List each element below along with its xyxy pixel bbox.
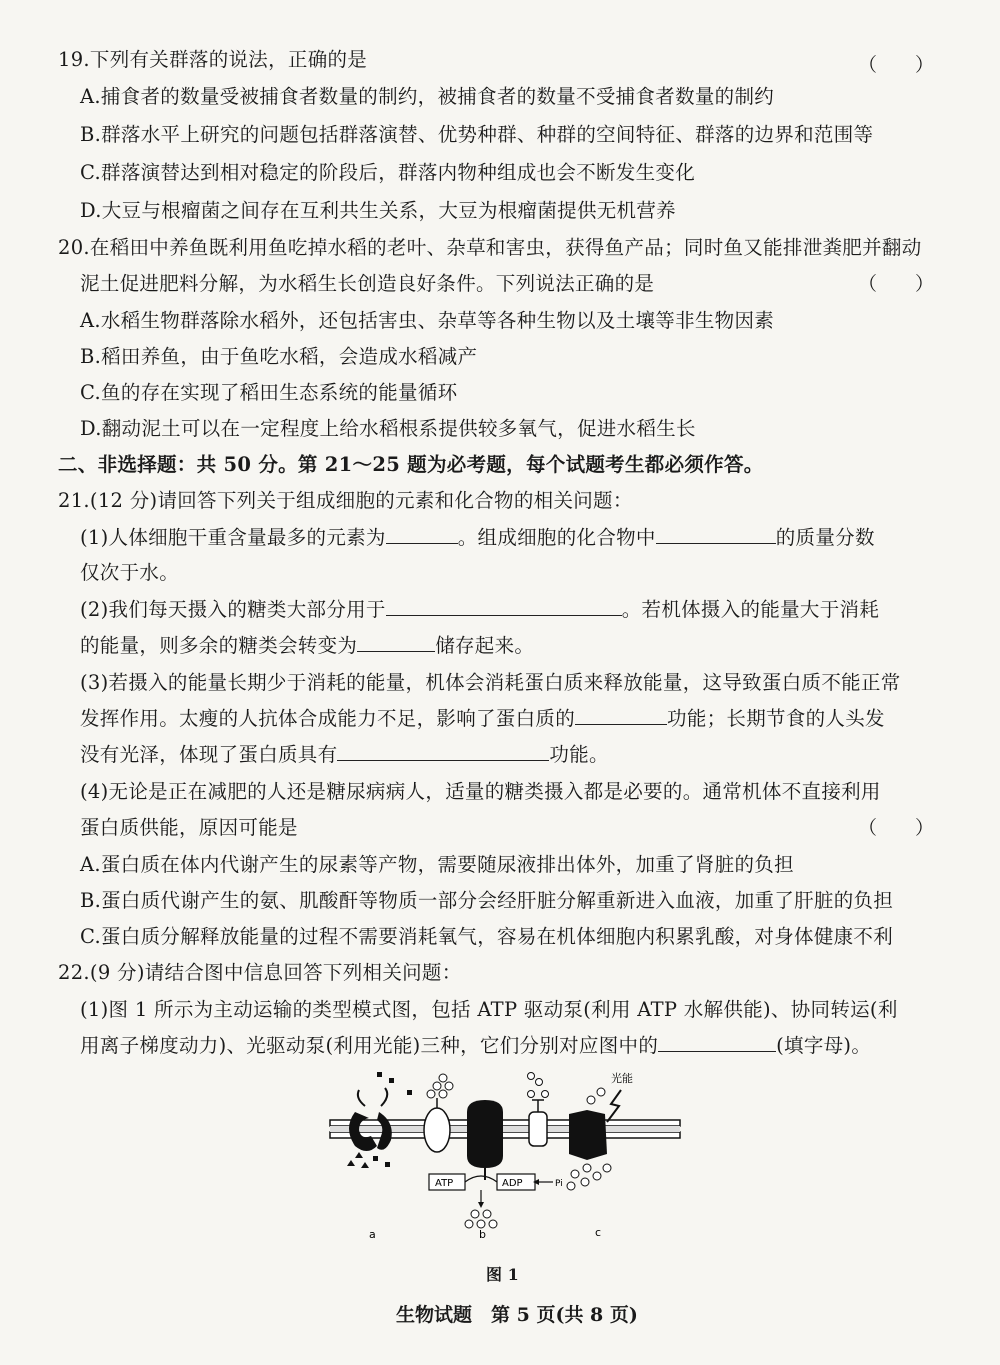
q22-part1-line2 [80, 1033, 871, 1059]
q21-blank-3[interactable] [386, 597, 622, 616]
q21-p2-text-d: 储存起来。 [435, 634, 535, 657]
q20-option-a: A.水稻生物群落除水稻外，还包括害虫、杂草等各种生物以及土壤等非生物因素 [80, 309, 775, 332]
q21-p3-text-d: 没有光泽，体现了蛋白质具有 [80, 743, 338, 766]
q21-part1-line1 [80, 525, 875, 551]
q22-blank-1[interactable] [658, 1033, 776, 1052]
q22-p1-text-b: 用离子梯度动力)、光驱动泵(利用光能)三种，它们分别对应图中的 [80, 1034, 659, 1057]
q22-part1-line1: (1)图 1 所示为主动运输的类型模式图，包括 ATP 驱动泵(利用 ATP 水解供能)、协同转运(利 [80, 998, 898, 1021]
q21-part2-line2 [80, 633, 534, 659]
q19-option-a: A.捕食者的数量受被捕食者数量的制约，被捕食者的数量不受捕食者数量的制约 [80, 85, 775, 108]
q21-p2-text-c: 的能量，则多余的糖类会转变为 [80, 634, 358, 657]
q19-answer-paren: （ ） [858, 54, 935, 76]
q21-answer-paren: （ ） [858, 817, 935, 839]
q21-blank-6[interactable] [337, 742, 549, 761]
q21-p3-text-e: 功能。 [549, 743, 609, 766]
q21-p3-text-c: 功能；长期节食的人头发 [667, 707, 885, 730]
q21-blank-5[interactable] [575, 706, 667, 725]
q19-stem: 19.下列有关群落的说法，正确的是 [58, 48, 368, 71]
atp-label: ATP [435, 1178, 454, 1189]
q19-option-b: B.群落水平上研究的问题包括群落演替、优势种群、种群的空间特征、群落的边界和范围等 [80, 123, 874, 146]
label-a: a [369, 1228, 376, 1241]
q19-option-c: C.群落演替达到相对稳定的阶段后，群落内物种组成也会不断发生变化 [80, 161, 696, 184]
page-footer: 生物试题 第 5 页(共 8 页) [396, 1304, 638, 1326]
adp-label: ADP [502, 1178, 523, 1189]
q20-stem-line2: 泥土促进肥料分解，为水稻生长创造良好条件。下列说法正确的是 [80, 272, 655, 295]
q21-blank-2[interactable] [656, 525, 776, 544]
q20-option-d: D.翻动泥土可以在一定程度上给水稻根系提供较多氧气，促进水稻生长 [80, 417, 696, 440]
q21-part4-line2: 蛋白质供能，原因可能是 [80, 816, 298, 839]
q21-p1-text-c: 的质量分数 [775, 526, 875, 549]
q21-stem: 21.(12 分)请回答下列关于组成细胞的元素和化合物的相关问题： [58, 489, 633, 512]
transporter-c-light-pump [567, 1088, 621, 1190]
section-heading-nonchoice: 二、非选择题：共 50 分。第 21～25 题为必考题，每个试题考生都必须作答。 [58, 453, 764, 476]
q21-part3-line1: (3)若摄入的能量长期少于消耗的能量，机体会消耗蛋白质来释放能量，这导致蛋白质不能正常 [80, 671, 901, 694]
label-c: c [595, 1226, 602, 1239]
carrier-protein-rect [528, 1091, 549, 1147]
q20-answer-paren: （ ） [858, 273, 935, 295]
q20-option-c: C.鱼的存在实现了稻田生态系统的能量循环 [80, 381, 458, 404]
q22-p1-text-c: (填字母)。 [776, 1034, 872, 1057]
q21-option-b: B.蛋白质代谢产生的氨、肌酸酐等物质一部分会经肝脏分解重新进入血液，加重了肝脏的负担 [80, 889, 894, 912]
q21-part2-line1 [80, 597, 879, 623]
q21-p1-text-a: (1)人体细胞干重含量最多的元素为 [80, 526, 386, 549]
light-energy-label: 光能 [611, 1072, 633, 1085]
q22-stem: 22.(9 分)请结合图中信息回答下列相关问题： [58, 961, 462, 984]
carrier-protein-oval [424, 1074, 453, 1152]
q21-blank-1[interactable] [386, 525, 458, 544]
q21-p2-text-a: (2)我们每天摄入的糖类大部分用于 [80, 598, 386, 621]
q20-stem-line1: 20.在稻田中养鱼既利用鱼吃掉水稻的老叶、杂草和害虫，获得鱼产品；同时鱼又能排泄粪肥并翻动 [58, 236, 922, 259]
q21-p3-text-b: 发挥作用。太瘦的人抗体合成能力不足，影响了蛋白质的 [80, 707, 576, 730]
q21-p1-text-b: 。组成细胞的化合物中 [457, 526, 656, 549]
q21-option-c: C.蛋白质分解释放能量的过程不需要消耗氧气，容易在机体细胞内积累乳酸，对身体健康不利 [80, 925, 894, 948]
label-b: b [479, 1228, 486, 1241]
q19-option-d: D.大豆与根瘤菌之间存在互利共生关系，大豆为根瘤菌提供无机营养 [80, 199, 676, 222]
q20-option-b: B.稻田养鱼，由于鱼吃水稻，会造成水稻减产 [80, 345, 478, 368]
q21-option-a: A.蛋白质在体内代谢产生的尿素等产物，需要随尿液排出体外，加重了肾脏的负担 [80, 853, 794, 876]
figure-1-caption: 图 1 [486, 1265, 519, 1284]
q21-part3-line2 [80, 706, 885, 732]
q21-part1-line2: 仅次于水。 [80, 561, 180, 584]
q21-part4-line1: (4)无论是正在减肥的人还是糖尿病病人，适量的糖类摄入都是必要的。通常机体不直接利用 [80, 780, 881, 803]
pi-label: Pi [555, 1179, 563, 1189]
q21-p2-text-b: 。若机体摄入的能量大于消耗 [621, 598, 880, 621]
q21-part3-line3 [80, 742, 609, 768]
q21-blank-4[interactable] [357, 633, 435, 652]
figure-1-active-transport-diagram [325, 1070, 685, 1250]
